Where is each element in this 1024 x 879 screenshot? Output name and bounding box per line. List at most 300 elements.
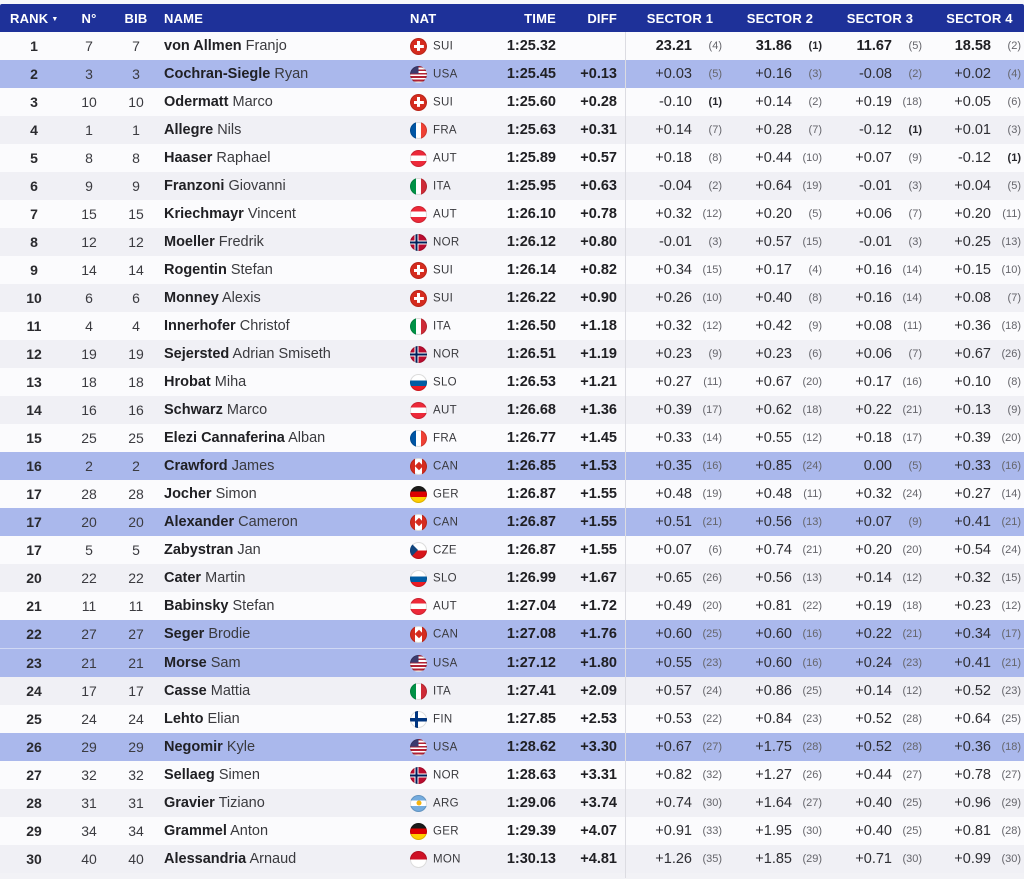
sector1-rank: (2) bbox=[708, 180, 722, 192]
sector1-rank: (27) bbox=[702, 741, 722, 753]
rank-cell: 13 bbox=[26, 374, 42, 390]
diff-cell: +4.07 bbox=[580, 823, 617, 839]
sector4-cell bbox=[925, 60, 1024, 88]
sector3-rank: (18) bbox=[902, 600, 922, 612]
sector3-value: +0.22 bbox=[855, 402, 892, 418]
athlete-first-name: Kyle bbox=[226, 739, 256, 755]
result-row bbox=[0, 452, 1024, 480]
nat-code: USA bbox=[433, 741, 458, 754]
diff-cell: +1.67 bbox=[580, 570, 617, 586]
sector1-cell bbox=[625, 620, 725, 649]
sector1-value: 23.21 bbox=[655, 38, 692, 54]
sector3-rank: (2) bbox=[908, 68, 922, 80]
result-row bbox=[0, 705, 1024, 733]
diff-cell: +2.53 bbox=[580, 711, 617, 727]
sector1-rank: (17) bbox=[702, 404, 722, 416]
sector1-rank: (4) bbox=[708, 40, 722, 52]
sector3-cell bbox=[825, 677, 925, 705]
sector3-value: +0.16 bbox=[855, 290, 892, 306]
time-cell: 1:26.87 bbox=[506, 542, 556, 558]
sector4-cell bbox=[925, 817, 1024, 845]
sector1-rank: (32) bbox=[702, 769, 722, 781]
time-cell: 1:25.45 bbox=[506, 66, 556, 82]
name-cell bbox=[162, 592, 402, 620]
name-cell bbox=[162, 284, 402, 312]
name-cell bbox=[162, 761, 402, 789]
name-cell bbox=[162, 649, 402, 678]
diff-cell: +0.63 bbox=[580, 178, 617, 194]
rank-cell: 28 bbox=[26, 795, 42, 811]
rank-cell: 15 bbox=[26, 430, 42, 446]
athlete-last-name: Sejersted bbox=[164, 346, 230, 362]
sector3-cell bbox=[825, 144, 925, 172]
sector1-value: -0.01 bbox=[658, 234, 692, 250]
sector3-rank: (23) bbox=[902, 657, 922, 669]
sector1-rank: (24) bbox=[702, 685, 722, 697]
sector2-value: +0.42 bbox=[755, 318, 792, 334]
sector4-cell bbox=[925, 733, 1024, 761]
sector2-value: +1.85 bbox=[755, 851, 792, 867]
time-cell: 1:26.99 bbox=[506, 570, 556, 586]
athlete-first-name: Sam bbox=[210, 655, 241, 671]
sector2-rank: (8) bbox=[808, 292, 822, 304]
col-header-nat[interactable]: NAT bbox=[410, 10, 437, 26]
sector4-rank: (8) bbox=[1007, 376, 1021, 388]
nat-cell bbox=[402, 592, 500, 620]
athlete-last-name: Seger bbox=[164, 626, 205, 642]
sector4-cell bbox=[925, 789, 1024, 817]
usa-flag-icon bbox=[410, 739, 427, 756]
time-cell: 1:29.06 bbox=[506, 795, 556, 811]
sector4-rank: (29) bbox=[1001, 797, 1021, 809]
nat-code: ITA bbox=[433, 180, 451, 193]
bib-cell: 11 bbox=[128, 598, 144, 614]
sector1-rank: (35) bbox=[702, 853, 722, 865]
sector4-rank: (10) bbox=[1001, 264, 1021, 276]
diff-cell: +1.45 bbox=[580, 430, 617, 446]
sector4-value: +0.10 bbox=[954, 374, 991, 390]
number-cell: 3 bbox=[85, 66, 93, 82]
sector1-cell bbox=[625, 536, 725, 564]
fin-flag-icon bbox=[410, 711, 427, 728]
sector3-value: +0.17 bbox=[855, 374, 892, 390]
sector3-cell bbox=[825, 649, 925, 678]
col-header-diff[interactable]: DIFF bbox=[587, 10, 617, 26]
can-flag-icon bbox=[410, 514, 427, 531]
sector2-value: +0.84 bbox=[755, 711, 792, 727]
result-row bbox=[0, 424, 1024, 452]
athlete-last-name: Cater bbox=[164, 570, 202, 586]
sector3-rank: (12) bbox=[902, 572, 922, 584]
athlete-first-name: Simen bbox=[218, 767, 260, 783]
number-cell: 29 bbox=[81, 739, 97, 755]
athlete-last-name: Kriechmayr bbox=[164, 206, 244, 222]
bib-cell: 9 bbox=[132, 178, 140, 194]
bib-cell: 1 bbox=[132, 122, 140, 138]
athlete-last-name: Babinsky bbox=[164, 598, 229, 614]
sector3-cell bbox=[825, 508, 925, 536]
athlete-last-name: Rogentin bbox=[164, 262, 227, 278]
sector2-cell bbox=[725, 677, 825, 705]
bib-cell: 21 bbox=[110, 649, 162, 678]
sector1-cell bbox=[625, 284, 725, 312]
col-header-sector2[interactable]: SECTOR 2 bbox=[746, 10, 814, 26]
sector1-rank: (12) bbox=[702, 320, 722, 332]
diff-cell: +3.74 bbox=[580, 795, 617, 811]
sector2-rank: (19) bbox=[802, 180, 822, 192]
table-header-row bbox=[0, 4, 1024, 32]
sector1-value: +0.82 bbox=[655, 767, 692, 783]
sector2-rank: (24) bbox=[802, 460, 822, 472]
sector3-rank: (12) bbox=[902, 685, 922, 697]
name-cell bbox=[162, 508, 402, 536]
result-row bbox=[0, 88, 1024, 116]
sector3-value: +0.18 bbox=[855, 430, 892, 446]
result-row bbox=[0, 32, 1024, 60]
bib-cell: 12 bbox=[128, 234, 144, 250]
sector1-value: +0.26 bbox=[655, 290, 692, 306]
sector4-cell bbox=[925, 284, 1024, 312]
athlete-first-name: Adrian Smiseth bbox=[232, 346, 331, 362]
sector3-rank: (24) bbox=[902, 488, 922, 500]
time-cell: 1:26.22 bbox=[506, 290, 556, 306]
sector1-cell bbox=[625, 172, 725, 200]
sector2-value: +0.14 bbox=[755, 94, 792, 110]
time-cell: 1:30.13 bbox=[506, 851, 556, 867]
diff-cell: +1.55 bbox=[580, 542, 617, 558]
sector3-value: +0.06 bbox=[855, 206, 892, 222]
athlete-last-name: Moeller bbox=[164, 234, 215, 250]
name-cell bbox=[162, 424, 402, 452]
name-cell bbox=[162, 480, 402, 508]
sector2-value: +1.75 bbox=[755, 739, 792, 755]
sector2-cell bbox=[725, 228, 825, 256]
rank-cell: 20 bbox=[26, 570, 42, 586]
sector3-cell bbox=[825, 340, 925, 368]
sector1-rank: (22) bbox=[702, 713, 722, 725]
sector2-rank: (22) bbox=[802, 600, 822, 612]
sector3-cell bbox=[825, 116, 925, 144]
rank-cell: 1 bbox=[30, 38, 38, 54]
sector1-cell bbox=[625, 508, 725, 536]
sui-flag-icon bbox=[410, 94, 427, 111]
time-cell: 1:25.89 bbox=[506, 150, 556, 166]
can-flag-icon bbox=[410, 626, 427, 643]
sector1-rank: (30) bbox=[702, 797, 722, 809]
col-header-rank[interactable] bbox=[0, 4, 68, 32]
name-cell bbox=[162, 340, 402, 368]
sector1-cell bbox=[625, 789, 725, 817]
col-header-bib[interactable]: BIB bbox=[124, 10, 148, 26]
col-header-sector1[interactable]: SECTOR 1 bbox=[646, 10, 714, 26]
name-cell bbox=[162, 564, 402, 592]
nat-cell bbox=[402, 368, 500, 396]
nat-cell bbox=[402, 677, 500, 705]
name-cell bbox=[162, 368, 402, 396]
sector3-rank: (25) bbox=[902, 825, 922, 837]
diff-cell: +0.82 bbox=[580, 262, 617, 278]
aut-flag-icon bbox=[410, 598, 427, 615]
sector1-value: +0.23 bbox=[655, 346, 692, 362]
sector3-rank: (20) bbox=[902, 544, 922, 556]
number-cell: 24 bbox=[81, 711, 97, 727]
rank-cell: 17 bbox=[26, 514, 42, 530]
diff-cell: +2.09 bbox=[580, 683, 617, 699]
time-cell: 1:26.87 bbox=[506, 486, 556, 502]
sector2-value: +0.81 bbox=[755, 598, 792, 614]
sector1-value: +0.74 bbox=[655, 795, 692, 811]
sector4-cell bbox=[925, 677, 1024, 705]
sector1-value: +0.32 bbox=[655, 318, 692, 334]
sector4-value: +0.34 bbox=[954, 626, 991, 642]
sector1-value: +1.26 bbox=[655, 851, 692, 867]
sector4-rank: (18) bbox=[1001, 320, 1021, 332]
sector2-cell bbox=[725, 116, 825, 144]
col-header-sector4[interactable]: SECTOR 4 bbox=[946, 10, 1013, 26]
sector3-value: +0.44 bbox=[855, 767, 892, 783]
name-cell bbox=[162, 32, 402, 60]
result-row bbox=[0, 789, 1024, 817]
diff-cell: +1.53 bbox=[580, 458, 617, 474]
nat-code: GER bbox=[433, 825, 459, 838]
sector3-cell bbox=[825, 733, 925, 761]
sector4-value: +0.08 bbox=[954, 290, 991, 306]
nat-cell bbox=[402, 424, 500, 452]
result-row bbox=[0, 172, 1024, 200]
name-cell bbox=[162, 172, 402, 200]
sector1-cell bbox=[625, 368, 725, 396]
rank-cell: 24 bbox=[26, 683, 42, 699]
sector2-cell bbox=[725, 60, 825, 88]
nat-code: SUI bbox=[433, 292, 454, 305]
name-cell bbox=[162, 116, 402, 144]
col-header-time[interactable]: TIME bbox=[524, 10, 556, 26]
rank-cell: 21 bbox=[26, 598, 42, 614]
sector3-cell bbox=[825, 256, 925, 284]
sui-flag-icon bbox=[410, 262, 427, 279]
diff-cell: +1.76 bbox=[580, 626, 617, 642]
nat-code: ITA bbox=[433, 320, 451, 333]
diff-cell: +1.80 bbox=[558, 649, 625, 678]
nat-cell bbox=[402, 200, 500, 228]
sector2-cell bbox=[725, 536, 825, 564]
number-cell: 27 bbox=[81, 626, 97, 642]
time-cell: 1:27.12 bbox=[500, 649, 558, 678]
nat-cell bbox=[402, 144, 500, 172]
sector4-cell bbox=[925, 845, 1024, 873]
nat-cell bbox=[402, 116, 500, 144]
result-row bbox=[0, 60, 1024, 88]
sector2-value: +0.28 bbox=[755, 122, 792, 138]
nat-cell bbox=[402, 340, 500, 368]
number-cell: 4 bbox=[85, 318, 93, 334]
number-cell: 21 bbox=[68, 649, 110, 678]
sector2-rank: (25) bbox=[802, 685, 822, 697]
ger-flag-icon bbox=[410, 823, 427, 840]
result-row bbox=[0, 144, 1024, 172]
nat-cell bbox=[402, 480, 500, 508]
sector3-cell bbox=[825, 564, 925, 592]
col-header-name[interactable]: NAME bbox=[164, 10, 204, 26]
sector1-value: +0.49 bbox=[655, 598, 692, 614]
result-row bbox=[0, 592, 1024, 620]
time-cell: 1:25.63 bbox=[506, 122, 556, 138]
sector1-value: +0.34 bbox=[655, 262, 692, 278]
sector4-rank: (23) bbox=[1001, 685, 1021, 697]
rank-cell: 22 bbox=[26, 626, 42, 642]
result-row bbox=[0, 200, 1024, 228]
sector2-value: +0.60 bbox=[755, 626, 792, 642]
sector3-value: -0.01 bbox=[858, 178, 892, 194]
athlete-last-name: Casse bbox=[164, 683, 207, 699]
nat-code: SLO bbox=[433, 572, 457, 585]
sector4-rank: (2) bbox=[1007, 40, 1021, 52]
sector2-cell bbox=[725, 312, 825, 340]
sector2-rank: (3) bbox=[808, 68, 822, 80]
sector1-value: +0.39 bbox=[655, 402, 692, 418]
time-cell: 1:26.85 bbox=[506, 458, 556, 474]
athlete-first-name: Mattia bbox=[210, 683, 251, 699]
nat-code: NOR bbox=[433, 769, 460, 782]
athlete-first-name: Stefan bbox=[232, 598, 275, 614]
sector1-cell bbox=[625, 452, 725, 480]
sector1-rank: (23) bbox=[702, 657, 722, 669]
sector3-value: -0.01 bbox=[858, 234, 892, 250]
sector3-value: -0.08 bbox=[858, 66, 892, 82]
sector3-value: +0.40 bbox=[855, 795, 892, 811]
sector3-value: 0.00 bbox=[863, 458, 892, 474]
sector3-cell bbox=[825, 592, 925, 620]
time-cell: 1:27.08 bbox=[506, 626, 556, 642]
sector1-rank: (9) bbox=[708, 348, 722, 360]
col-header-sector3[interactable]: SECTOR 3 bbox=[846, 10, 914, 26]
sector3-cell bbox=[825, 480, 925, 508]
sector4-rank: (3) bbox=[1007, 124, 1021, 136]
sector2-cell bbox=[725, 761, 825, 789]
sector1-value: +0.57 bbox=[655, 683, 692, 699]
sector1-rank: (16) bbox=[702, 460, 722, 472]
result-row bbox=[0, 228, 1024, 256]
sector2-rank: (28) bbox=[802, 741, 822, 753]
bib-cell: 17 bbox=[128, 683, 144, 699]
nat-code: SUI bbox=[433, 264, 454, 277]
sector2-rank: (29) bbox=[802, 853, 822, 865]
athlete-first-name: Arnaud bbox=[249, 851, 297, 867]
sector2-cell bbox=[725, 592, 825, 620]
nat-code: AUT bbox=[433, 152, 457, 165]
rank-cell: 17 bbox=[26, 542, 42, 558]
nat-code: MON bbox=[433, 853, 461, 866]
sector4-value: +0.05 bbox=[954, 94, 991, 110]
sector4-cell bbox=[925, 116, 1024, 144]
number-cell: 32 bbox=[81, 767, 97, 783]
sector2-rank: (2) bbox=[808, 96, 822, 108]
rank-cell: 16 bbox=[26, 458, 42, 474]
sector3-rank: (21) bbox=[902, 404, 922, 416]
sector2-cell bbox=[725, 424, 825, 452]
name-cell bbox=[162, 452, 402, 480]
name-cell bbox=[162, 620, 402, 649]
time-cell: 1:26.14 bbox=[506, 262, 556, 278]
sector1-value: +0.91 bbox=[655, 823, 692, 839]
aut-flag-icon bbox=[410, 206, 427, 223]
nat-cell bbox=[402, 60, 500, 88]
number-cell: 19 bbox=[81, 346, 97, 362]
athlete-last-name: Sellaeg bbox=[164, 767, 215, 783]
rank-cell: 29 bbox=[26, 823, 42, 839]
number-cell: 16 bbox=[81, 402, 97, 418]
sector1-cell bbox=[625, 817, 725, 845]
rank-cell: 3 bbox=[30, 94, 38, 110]
result-row bbox=[0, 564, 1024, 592]
time-cell: 1:27.41 bbox=[506, 683, 556, 699]
sector2-value: +0.23 bbox=[755, 346, 792, 362]
sector4-cell bbox=[925, 368, 1024, 396]
bib-cell: 29 bbox=[128, 739, 144, 755]
time-cell: 1:25.32 bbox=[506, 38, 556, 54]
rank-cell: 30 bbox=[26, 851, 42, 867]
sector4-cell bbox=[925, 649, 1024, 678]
sector4-value: +0.81 bbox=[954, 823, 991, 839]
sector2-cell bbox=[725, 368, 825, 396]
sector1-rank: (5) bbox=[708, 68, 722, 80]
sector4-cell bbox=[925, 340, 1024, 368]
athlete-last-name: Alexander bbox=[164, 514, 235, 530]
sector4-cell bbox=[925, 424, 1024, 452]
ita-flag-icon bbox=[410, 318, 427, 335]
sector3-rank: (5) bbox=[908, 40, 922, 52]
athlete-first-name: Ryan bbox=[274, 66, 309, 82]
number-cell: 10 bbox=[81, 94, 97, 110]
athlete-last-name: Schwarz bbox=[164, 402, 223, 418]
bib-cell: 19 bbox=[128, 346, 144, 362]
result-row bbox=[0, 845, 1024, 873]
sector2-rank: (6) bbox=[808, 348, 822, 360]
sector1-cell bbox=[625, 32, 725, 60]
sector4-rank: (12) bbox=[1001, 600, 1021, 612]
sui-flag-icon bbox=[410, 38, 427, 55]
sector2-rank: (23) bbox=[802, 713, 822, 725]
cze-flag-icon bbox=[410, 542, 427, 559]
sector3-cell bbox=[825, 845, 925, 873]
sector4-value: 18.58 bbox=[954, 38, 991, 54]
sector2-rank: (16) bbox=[802, 657, 822, 669]
sector2-rank: (30) bbox=[802, 825, 822, 837]
nat-cell bbox=[402, 452, 500, 480]
sector4-rank: (15) bbox=[1001, 572, 1021, 584]
sector4-rank: (25) bbox=[1001, 713, 1021, 725]
athlete-first-name: Vincent bbox=[247, 206, 296, 222]
sector3-rank: (17) bbox=[902, 432, 922, 444]
number-cell: 9 bbox=[85, 178, 93, 194]
name-cell bbox=[162, 228, 402, 256]
sector2-cell bbox=[725, 733, 825, 761]
sector2-rank: (18) bbox=[802, 404, 822, 416]
sector1-value: +0.18 bbox=[655, 150, 692, 166]
sector2-rank: (5) bbox=[808, 208, 822, 220]
sector1-rank: (26) bbox=[702, 572, 722, 584]
bib-cell: 6 bbox=[132, 290, 140, 306]
sector2-value: +0.57 bbox=[755, 234, 792, 250]
sector3-value: +0.14 bbox=[855, 570, 892, 586]
number-cell: 12 bbox=[81, 234, 97, 250]
col-header-number[interactable]: N° bbox=[81, 10, 97, 26]
sector2-rank: (20) bbox=[802, 376, 822, 388]
sector1-rank: (6) bbox=[708, 544, 722, 556]
bib-cell: 31 bbox=[128, 795, 144, 811]
sector4-rank: (17) bbox=[1001, 628, 1021, 640]
sector1-cell bbox=[625, 733, 725, 761]
